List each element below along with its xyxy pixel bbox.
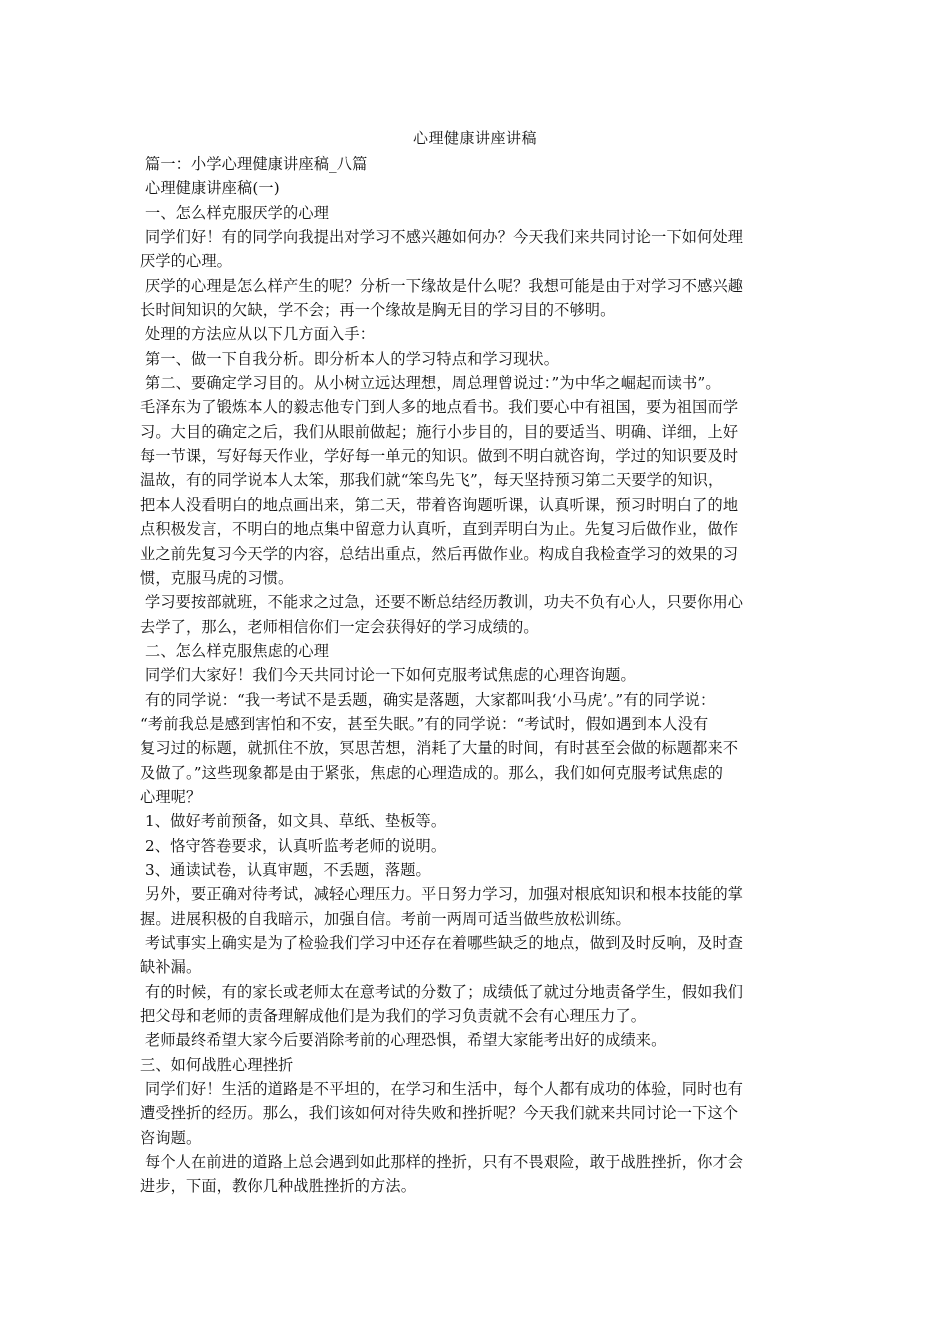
document-title: 心理健康讲座讲稿 <box>412 129 537 147</box>
paragraph: 同学们大家好！我们今天共同讨论一下如何克服考试焦虑的心理咨询题。 <box>140 666 636 685</box>
section-heading: 三、如何战胜心理挫折 <box>140 1055 294 1074</box>
document-body <box>140 152 818 1199</box>
paragraph: 有的时候，有的家长或老师太在意考试的分数了；成绩低了就过分地责备学生，假如我们 把父母和老师的责备理解成他们是为我们的学习负责就不会有心理压力了。 <box>140 982 744 1026</box>
paragraph: 厌学的心理是怎么样产生的呢？分析一下缘故是什么呢？我想可能是由于对学习不感兴趣 长时间知识的欠缺，学不会；再一个缘故是胸无目的学习目的不够明。 <box>140 276 744 320</box>
paragraph: 同学们好！有的同学向我提出对学习不感兴趣如何办？今天我们来共同讨论一下如何处理 厌学的心理。 <box>140 228 744 271</box>
paragraph: 学习要按部就班，不能求之过急，还要不断总结经历教训，功夫不负有心人，只要你用心 去学了，那么，老师相信你们一定会获得好的学习成绩的。 <box>140 593 744 636</box>
paragraph: 同学们好！生活的道路是不平坦的，在学习和生活中，每个人都有成功的体验，同时也有 遭受挫折的经历。那么，我们该如何对待失败和挫折呢？今天我们就来共同讨论一下这个 咨询题。 <box>140 1080 744 1147</box>
list-item: 1、做好考前预备，如文具、草纸、垫板等。 <box>140 812 447 831</box>
section-heading: 一、怎么样克服厌学的心理 <box>140 203 330 222</box>
paragraph: 处理的方法应从以下几方面入手： <box>140 325 376 344</box>
paragraph: 每个人在前进的道路上总会遇到如此那样的挫折，只有不畏艰险，敢于战胜挫折，你才会 进步，下面，教你几种战胜挫折的方法。 <box>140 1153 744 1196</box>
paragraph: 心理健康讲座稿(一) <box>140 179 280 198</box>
paragraph: 第一、做一下自我分析。即分析本人的学习特点和学习现状。 <box>140 349 560 368</box>
list-item: 3、通读试卷，认真审题，不丢题，落题。 <box>140 860 431 879</box>
paragraph: 老师最终希望大家今后要消除考前的心理恐惧，希望大家能考出好的成绩来。 <box>140 1031 667 1050</box>
paragraph: 考试事实上确实是为了检验我们学习中还存在着哪些缺乏的地点，做到及时反响，及时查 缺补漏。 <box>140 934 744 977</box>
paragraph: 有的同学说：“我一考试不是丢题，确实是落题，大家都叫我‘小马虎’。”有的同学说： “考前我总是感到害怕和不安，甚至失眠。”有的同学说：“考试时，假如遇到本人没有 复习过的标题，就抓住不放，冥思苦想，消耗了大量的时间，有时甚至会做的标题都来不 及做了。”这些现象都是由于紧张，焦虑的心理造成的。那么，我们如何克服考试焦虑的 心理呢？ <box>140 690 739 806</box>
paragraph: 篇一：小学心理健康讲座稿_八篇 <box>140 155 368 173</box>
section-heading: 二、怎么样克服焦虑的心理 <box>140 641 330 660</box>
list-item: 2、恪守答卷要求，认真听监考老师的说明。 <box>140 836 447 855</box>
paragraph: 另外，要正确对待考试，减轻心理压力。平日努力学习，加强对根底知识和根本技能的掌 握。进展积极的自我暗示，加强自信。考前一两周可适当做些放松训练。 <box>140 885 744 928</box>
paragraph: 第二、要确定学习目的。从小树立远达理想，周总理曾说过：”为中华之崛起而读书”。 毛泽东为了锻炼本人的毅志他专门到人多的地点看书。我们要心中有祖国，要为祖国而学 习。大目的确定之后，我们从眼前做起；施行小步目的，目的要适当、明确、详细，上好 每一节课，写好每天作业，学好每一单元的知识。做到不明白就咨询，学过的知识要及时 温故，有的同学说本人太笨，那我们就“笨鸟先飞”，每天坚持预习第二天要学的知识， 把本人没看明白的地点画出来，第二天，带着咨询题听课，认真听课，预习时明白了的地 点积极发言，不明白的地点集中留意力认真听，直到弄明白为止。先复习后做作业，做作 业之前先复习今天学的内容，总结出重点，然后再做作业。构成自我检查学习的效果的习 惯，克服马虎的习惯。 <box>140 374 739 587</box>
